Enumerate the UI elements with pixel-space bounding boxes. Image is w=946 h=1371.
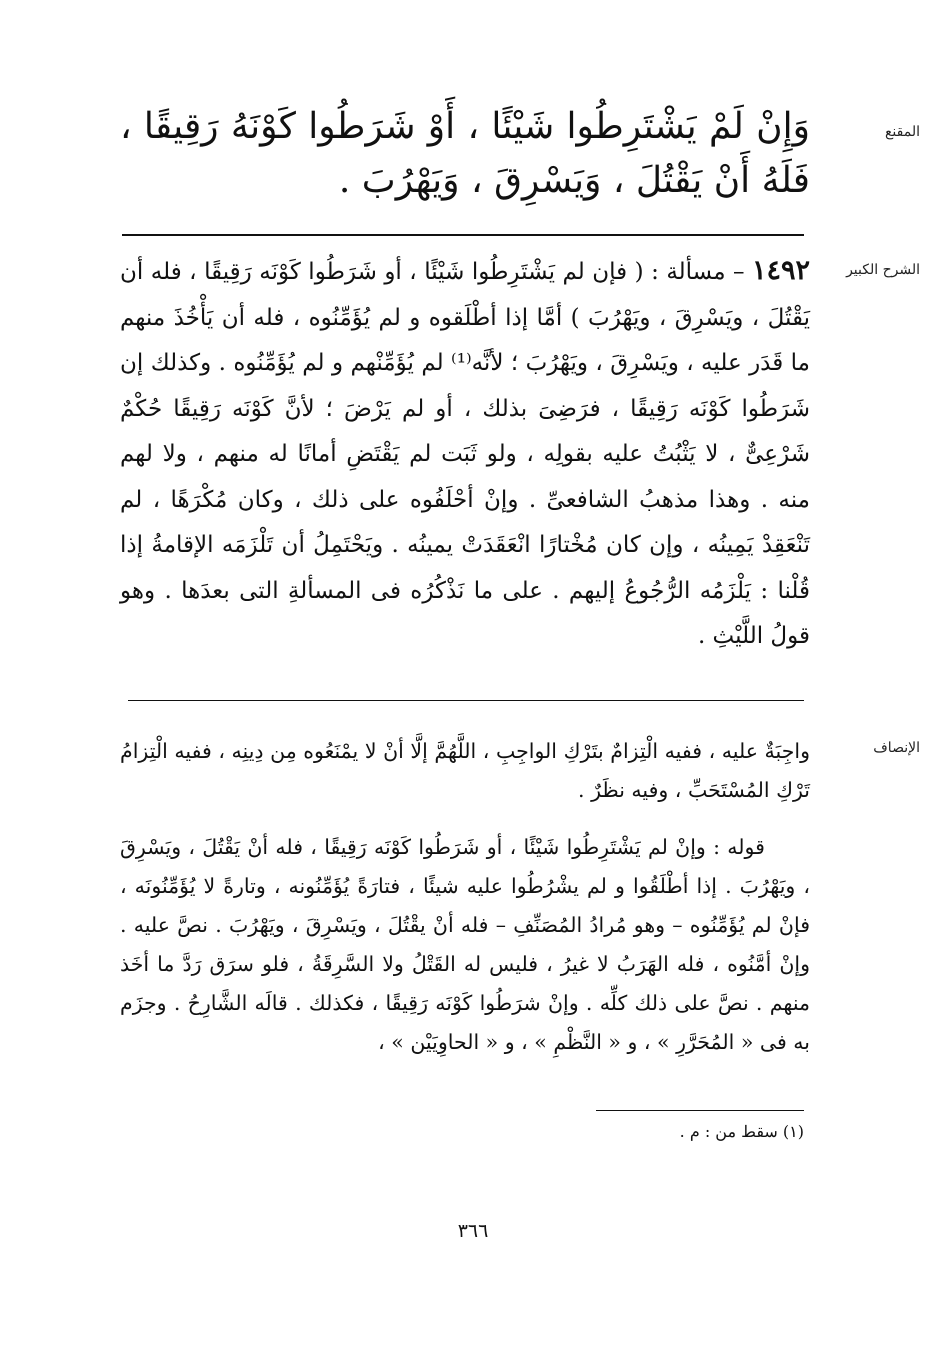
sharh-text	[120, 248, 810, 660]
page-number: ٣٦٦	[457, 1220, 489, 1242]
label-muqni: المقنع	[884, 124, 920, 140]
section-divider-2	[128, 700, 804, 701]
sharh-body: – مسألة : ( فإن لم يَشْتَرِطُوا شَيْئًا ، أو شَرَطُوا كَوْنَه رَقِيقًا ، فله أن يَقْتُلَ ، ويَسْرِقَ ، ويَهْرُبَ ) أمَّا إذا أطْلَقوه و لم يُؤَمِّنُوه ، فله أن يَأْخُذَ منهم ما قَدَر عليه ، ويَسْرِقَ ، ويَهْرُبَ ؛ لأنَّه⁽¹⁾ لم يُؤَمِّنْهم و لم يُؤَمِّنُوه . وكذلك إن شَرَطُوا كَوْنَه رَقِيقًا ، فرَضِىَ بذلك ، أو لم يَرْضَ ؛ لأنَّ كَوْنَه رَقِيقًا حُكْمٌ شَرْعِىٌّ ، لا يَثْبُتُ عليه بقولِه ، ولو ثَبَت لم يَقْتَضِ أمانًا له منهم ، ولا لهم منه . وهذا مذهبُ الشافعىِّ . وإنْ أحْلَفُوه على ذلك ، وكان مُكْرَهًا ، لم تَنْعَقِدْ يَمِينُه ، وإن كان مُخْتارًا انْعَقَدَتْ يمينُه . ويَحْتَمِلُ أن تَلْزَمَه الإقامةُ إذا قُلْنا : يَلْزَمُه الرُّجُوعُ إليهم . على ما نَذْكُرُه فى المسألةِ التى بعدَها . وهو قولُ اللَّيْثِ .	[120, 259, 810, 649]
label-insaf: الإنصاف	[873, 740, 920, 756]
insaf-paragraph-2: قوله : وإنْ لم يَشْتَرِطُوا شَيْئًا ، أو شَرَطُوا كَوْنَه رَقِيقًا ، فله أنْ يَقْتُلَ ، ويَسْرِقَ ، ويَهْرُبَ . إذا أطْلَقُوا و لم يشْرُطُوا عليه شيئًا ، فتارَةً يُؤَمِّنُونه ، وتارةً لا يُؤَمِّنُونَه ، فإنْ لم يُؤَمِّنُوه – وهو مُرادُ المُصَنِّفِ – فله أنْ يقْتُلَ ، ويَسْرِقَ ، ويَهْرُبَ . نصَّ عليه . وإنْ أمَّنُوه ، فله الهَرَبُ لا غيرُ ، فليس له القَتْلُ ولا السَّرِقَةُ ، فلو سرَق رَدَّ ما أخَذ منهم . نصَّ على ذلك كلِّه . وإنْ شرَطُوا كَوْنَه رَقِيقًا ، فكذلك . قالَه الشَّارِحُ . وجزَم به فى « المُحَرَّرِ » ، و « النَّظْمِ » ، و « الحاوِيَيْن » ،	[120, 835, 810, 1054]
footnote-divider	[596, 1110, 804, 1111]
section-divider-1	[122, 234, 804, 236]
issue-number: ١٤٩٢	[751, 255, 810, 286]
muqni-text: وَإِنْ لَمْ يَشْتَرِطُوا شَيْئًا ، أَوْ شَرَطُوا كَوْنَهُ رَقِيقًا ، فَلَهُ أَنْ يَقْتُلَ ، وَيَسْرِقَ ، وَيَهْرُبَ .	[120, 106, 810, 201]
label-sharh: الشرح الكبير	[846, 262, 920, 278]
insaf-paragraph-1: واجِبَةٌ عليه ، ففيه الْتِزامٌ بتَرْكِ الواجِبِ ، اللَّهُمَّ إلَّا أنْ لا يمْنَعُوه مِن دِينِه ، ففيه الْتِزامُ تَرْكِ المُسْتَحَبِّ ، وفيه نظَرٌ .	[120, 739, 810, 802]
footnote: (١) سقط من : م .	[679, 1122, 804, 1141]
